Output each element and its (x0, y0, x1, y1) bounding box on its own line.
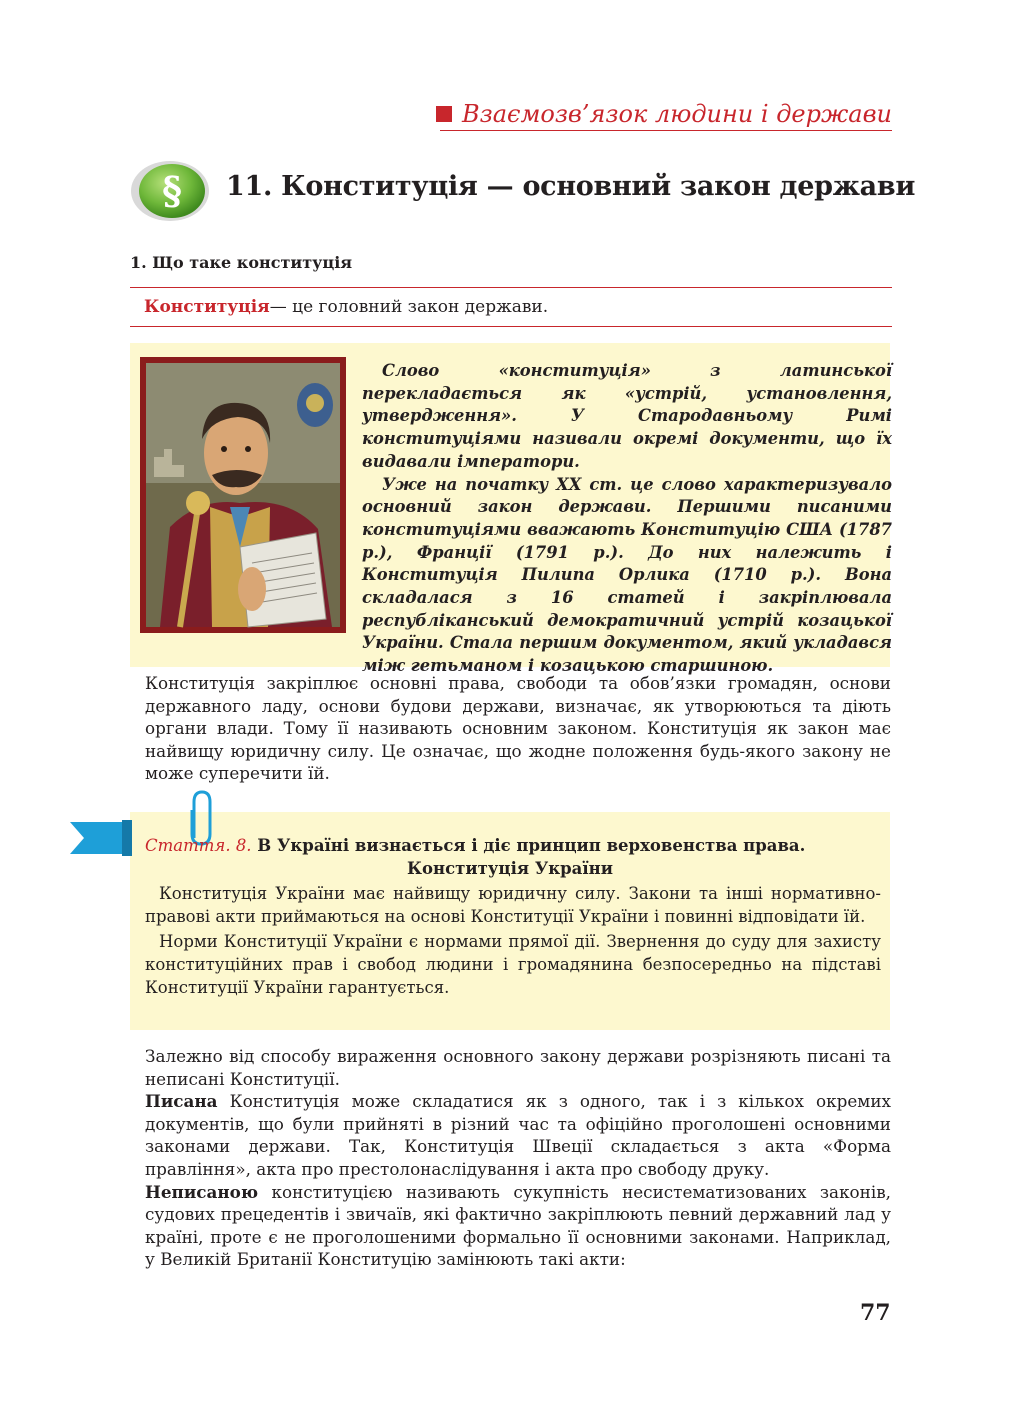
body-section-2 (145, 1045, 891, 1271)
info-paragraph: Слово «конституція» з латинської перекладається як «устрій, установлення, утвердження». У Стародавньому Римі конституціями називали окремі документи, що їх видавали імператори. (362, 361, 892, 471)
article-label: Стаття. 8. (145, 836, 252, 855)
bold-term: Писана (145, 1091, 218, 1112)
definition-box (130, 287, 892, 327)
body-text-rest: Конституція може складатися як з одного, так і з кількох окремих документів, що були прийняті в різний час та офіційно проголошені основними законами держави. Так, Конституція Швеції складається з акта «Форма правління», акта про престолонаслідування і акта про свободу друку. (145, 1091, 891, 1179)
definition-term: Конституція (144, 297, 270, 317)
section-title: Взаємозв’язок людини і держави (462, 100, 892, 128)
section-header (440, 98, 892, 131)
info-paragraph: Уже на початку XX ст. це слово характеризувало основний закон держави. Першими писаними конституціями вважають Конституцію США (1787 р.), Франції (1791 р.). До них належить і Конституція Пилипа Орлика (1710 р.). Вона складалася з 16 статей і закріплювала республіканський демократичний устрій козацької України. Стала першим документом, який укладався між гетьманом і козацькою старшиною. (362, 474, 892, 676)
bold-term: Неписаною (145, 1181, 259, 1202)
square-bullet-icon (436, 106, 452, 122)
svg-text:§: § (162, 168, 182, 213)
lesson-title: 11. Конституція — основний закон держави (226, 171, 916, 202)
article-paragraph: Норми Конституції України є нормами прямої дії. Звернення до суду для захисту конституційних прав і свобод людини і громадянина безпосередньо на підставі Конституції України гарантується. (145, 932, 881, 997)
article-text (145, 882, 881, 1001)
body-text: Залежно від способу вираження основного закону держави розрізняють писані та неписані Конституції. (145, 1046, 891, 1089)
body-text (145, 1090, 891, 1180)
body-text-rest: конституцією називають сукупність несистематизованих законів, судових прецедентів і звичаїв, які фактично закріплюють певний державний лад у країні, проте є не проголошеними формально її основними законами. Наприклад, у Великій Британії Конституцію замінюють такі акти: (145, 1181, 891, 1270)
article-source: Конституція України (407, 859, 613, 878)
body-text: Конституція закріплює основні права, свободи та обов’язки громадян, основи державного ладу, основи будови держави, визначає, як утворюються та діють органи влади. Тому її називають основним законом. Конституція як закон має найвищу юридичну силу. Це означає, що жодне положення будь-якого закону не може суперечити їй. (145, 673, 891, 784)
body-paragraph (145, 672, 891, 785)
bookmark-ribbon-icon (70, 820, 132, 856)
article-paragraph: Конституція України має найвищу юридичну силу. Закони та інші нормативно-правові акти приймаються на основі Конституції України і повинні відповідати їй. (145, 884, 881, 926)
article-heading (145, 836, 885, 855)
info-text (362, 360, 892, 678)
subsection-title: 1. Що таке конституція (130, 253, 353, 272)
paragraph-sign-icon (130, 160, 210, 222)
article-heading-text: В Україні визнається і діє принцип верховенства права. (251, 836, 806, 855)
body-text (145, 1181, 891, 1271)
definition-text: — це головний закон держави. (269, 297, 549, 317)
hetman-portrait-image (140, 357, 346, 633)
page-number: 77 (860, 1300, 891, 1326)
